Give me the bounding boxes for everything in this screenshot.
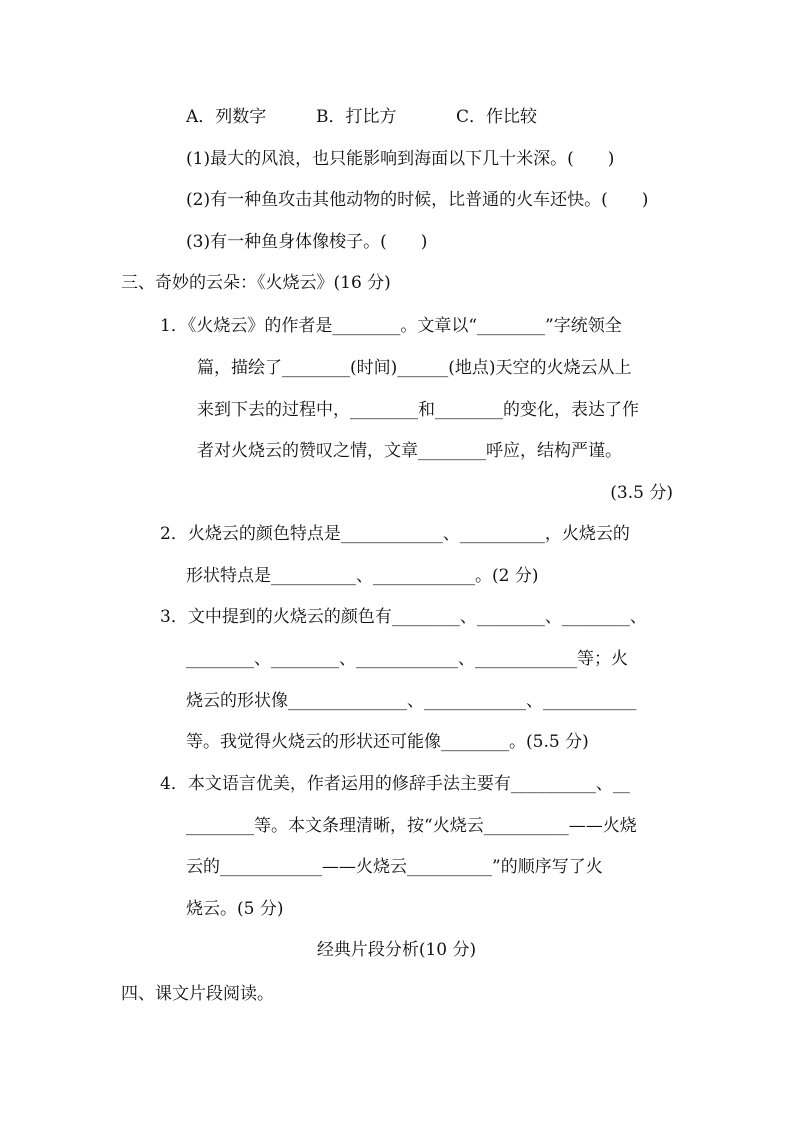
q3-line-4: 等。我觉得火烧云的形状还可能像________。(5.5 分)	[186, 732, 589, 752]
classic-section-heading: 经典片段分析(10 分)	[316, 940, 477, 960]
q3-line-1: 3．文中提到的火烧云的颜色有________、________、________、	[160, 607, 647, 627]
section-3-heading: 三、奇妙的云朵：《火烧云》(16 分)	[121, 273, 391, 293]
sub-item-2: (2)有一种鱼攻击其他动物的时候，比普通的火车还快。( )	[186, 190, 649, 210]
q2-line-1: 2．火烧云的颜色特点是____________、__________，火烧云的	[160, 524, 630, 544]
q3-line-3: 烧云的形状像______________、____________、___________	[186, 691, 637, 711]
q1-line-4: 者对火烧云的赞叹之情，文章________呼应，结构严谨。	[197, 441, 622, 461]
q2-line-2: 形状特点是__________、____________。(2 分)	[186, 566, 539, 586]
q1-line-3: 来到下去的过程中，________和________的变化，表达了作	[197, 400, 639, 420]
q1-line-1: 1．《火烧云》的作者是________。文章以“________”字统领全	[160, 316, 622, 336]
section-4-heading: 四、课文片段阅读。	[121, 984, 274, 1004]
q3-line-2: ________、________、____________、____________等；火	[186, 649, 628, 669]
option-c: C．作比较	[456, 107, 538, 127]
option-a: A．列数字	[186, 107, 267, 127]
sub-item-3: (3)有一种鱼身体像梭子。( )	[186, 232, 428, 252]
q4-line-3: 云的____________——火烧云__________”的顺序写了火	[186, 857, 603, 877]
q1-score: (3.5 分)	[610, 483, 673, 503]
q1-line-2: 篇，描绘了________(时间)______(地点)天空的火烧云从上	[197, 358, 632, 378]
q4-line-1: 4．本文语言优美，作者运用的修辞手法主要有__________、__	[160, 774, 630, 794]
sub-item-1: (1)最大的风浪，也只能影响到海面以下几十米深。( )	[186, 149, 615, 169]
q4-line-2: ________等。本文条理清晰，按“火烧云__________——火烧	[186, 816, 637, 836]
option-b: B．打比方	[316, 107, 397, 127]
q4-line-4: 烧云。(5 分)	[186, 899, 284, 919]
